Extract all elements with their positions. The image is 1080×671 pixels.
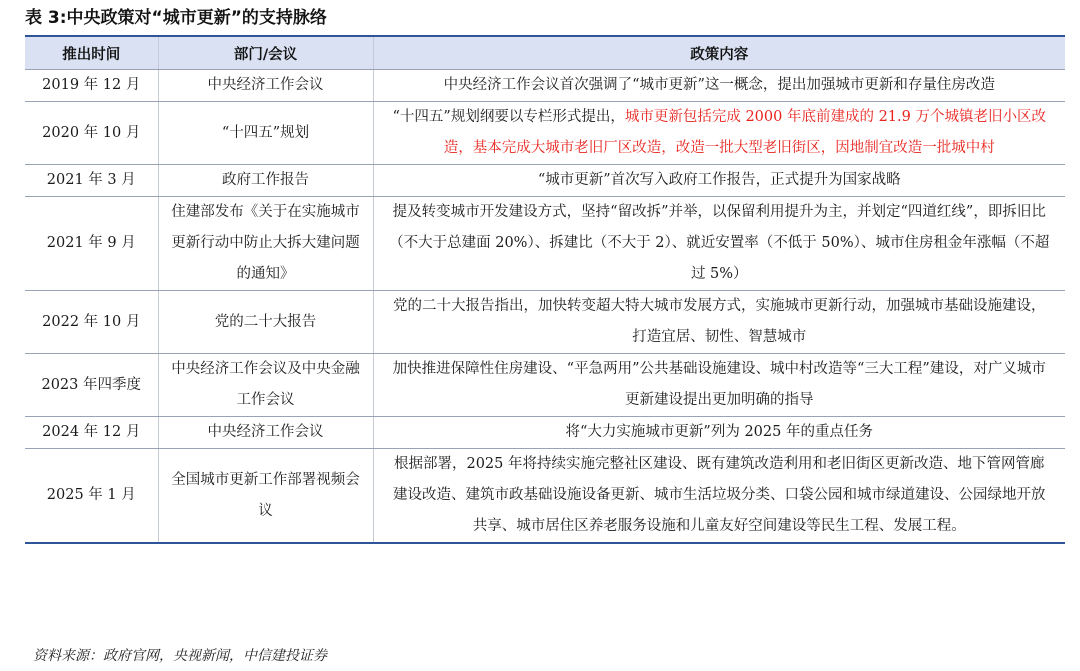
cell-content: 将“大力实施城市更新”列为 2025 年的重点任务 bbox=[373, 417, 1065, 449]
cell-time: 2022 年 10 月 bbox=[25, 291, 158, 354]
cell-dept: 中央经济工作会议及中央金融工作会议 bbox=[158, 354, 373, 417]
table-header-row bbox=[25, 36, 1065, 70]
header-dept: 部门/会议 bbox=[158, 36, 373, 70]
cell-content: 党的二十大报告指出，加快转变超大特大城市发展方式，实施城市更新行动，加强城市基础设施建设，打造宜居、韧性、智慧城市 bbox=[373, 291, 1065, 354]
policy-table bbox=[25, 35, 1065, 544]
cell-content bbox=[373, 102, 1065, 165]
table-row bbox=[25, 354, 1065, 417]
cell-dept: 政府工作报告 bbox=[158, 165, 373, 197]
cell-dept: 中央经济工作会议 bbox=[158, 417, 373, 449]
cell-time: 2025 年 1 月 bbox=[25, 449, 158, 544]
cell-time: 2020 年 10 月 bbox=[25, 102, 158, 165]
cell-time: 2021 年 9 月 bbox=[25, 197, 158, 291]
table-row bbox=[25, 165, 1065, 197]
cell-dept: “十四五”规划 bbox=[158, 102, 373, 165]
cell-time: 2019 年 12 月 bbox=[25, 70, 158, 102]
cell-dept: 全国城市更新工作部署视频会议 bbox=[158, 449, 373, 544]
cell-content: 提及转变城市开发建设方式，坚持“留改拆”并举，以保留利用提升为主，并划定“四道红线”，即拆旧比（不大于总建面 20%）、拆建比（不大于 2）、就近安置率（不低于 50%）、城市住房租金年涨幅（不超过 5%） bbox=[373, 197, 1065, 291]
content-highlight-text: 城市更新包括完成 2000 年底前建成的 21.9 万个城镇老旧小区改造，基本完成大城市老旧厂区改造，改造一批大型老旧街区，因地制宜改造一批城中村 bbox=[443, 109, 1046, 156]
cell-time: 2021 年 3 月 bbox=[25, 165, 158, 197]
policy-table-wrapper bbox=[25, 35, 1065, 544]
cell-dept: 中央经济工作会议 bbox=[158, 70, 373, 102]
cell-content: 根据部署，2025 年将持续实施完整社区建设、既有建筑改造利用和老旧街区更新改造、地下管网管廊建设改造、建筑市政基础设施设备更新、城市生活垃圾分类、口袋公园和城市绿道建设、公园绿地开放共享、城市居住区养老服务设施和儿童友好空间建设等民生工程、发展工程。 bbox=[373, 449, 1065, 544]
cell-time: 2023 年四季度 bbox=[25, 354, 158, 417]
table-row bbox=[25, 70, 1065, 102]
table-row bbox=[25, 197, 1065, 291]
source-note: 资料来源：政府官网，央视新闻，中信建投证券 bbox=[33, 648, 327, 664]
cell-time: 2024 年 12 月 bbox=[25, 417, 158, 449]
cell-dept: 住建部发布《关于在实施城市更新行动中防止大拆大建问题的通知》 bbox=[158, 197, 373, 291]
cell-content: 加快推进保障性住房建设、“平急两用”公共基础设施建设、城中村改造等“三大工程”建设，对广义城市更新建设提出更加明确的指导 bbox=[373, 354, 1065, 417]
table-title: 表 3:中央政策对“城市更新”的支持脉络 bbox=[25, 8, 327, 28]
table-row bbox=[25, 449, 1065, 544]
content-plain-text: “十四五”规划纲要以专栏形式提出， bbox=[392, 109, 625, 125]
table-row bbox=[25, 291, 1065, 354]
cell-content: “城市更新”首次写入政府工作报告，正式提升为国家战略 bbox=[373, 165, 1065, 197]
header-content: 政策内容 bbox=[373, 36, 1065, 70]
header-time: 推出时间 bbox=[25, 36, 158, 70]
table-row bbox=[25, 102, 1065, 165]
cell-dept: 党的二十大报告 bbox=[158, 291, 373, 354]
cell-content: 中央经济工作会议首次强调了“城市更新”这一概念，提出加强城市更新和存量住房改造 bbox=[373, 70, 1065, 102]
table-row bbox=[25, 417, 1065, 449]
